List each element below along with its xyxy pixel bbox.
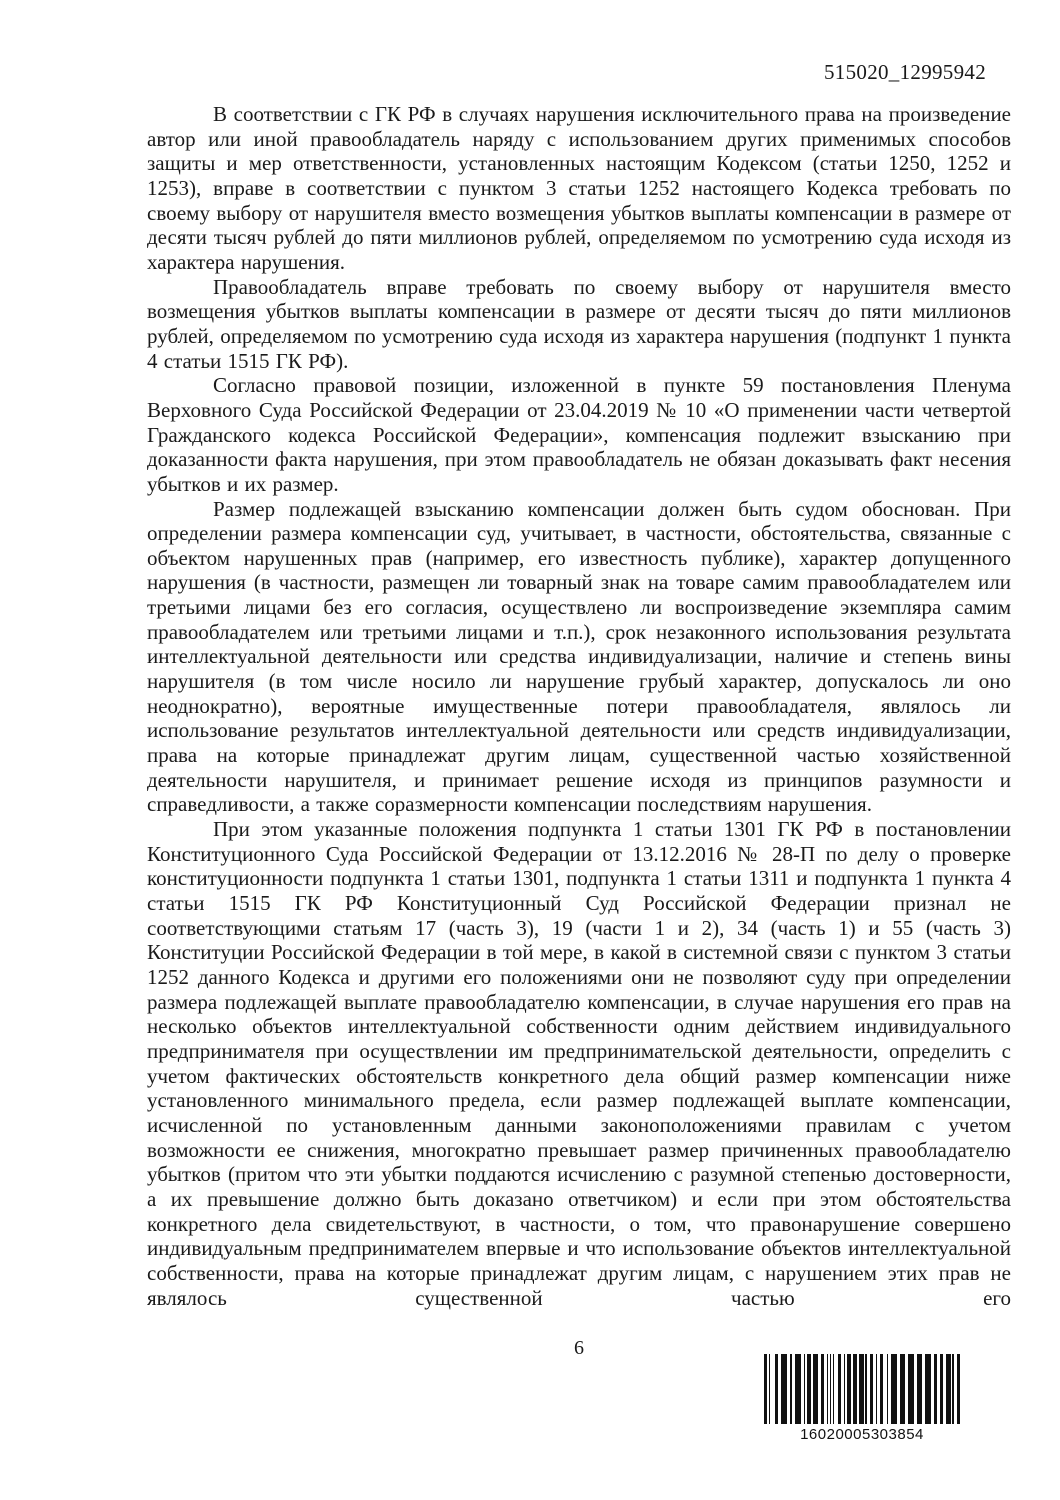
paragraph-gk-rf-compensation: В соответствии с ГК РФ в случаях нарушения исключительного права на произведение автор или иной правообладатель наряду с использованием других применимых способов защиты и мер ответственности, установленных настоящим Кодексом (статьи 1250, 1252 и 1253), вправе в соответствии с пунктом 3 статьи 1252 настоящего Кодекса требовать по своему выбору от нарушителя вместо возмещения убытков выплаты компенсации в размере от десяти тысяч рублей до пяти миллионов рублей, определяемом по усмотрению суда исходя из характера нарушения. (147, 102, 1011, 274)
paragraph-compensation-size: Размер подлежащей взысканию компенсации должен быть судом обоснован. При определении размера компенсации суд, учитывает, в частности, обстоятельства, связанные с объектом нарушенных прав (например, его известность публике), характер допущенного нарушения (в частности, размещен ли товарный знак на товаре самим правообладателем или третьими лицами без его согласия, осуществлено ли воспроизведение экземпляра самим правообладателем или третьими лицами и т.п.), срок незаконного использования результата интеллектуальной деятельности или средства индивидуализации, наличие и степень вины нарушителя (в том числе носило ли нарушение грубый характер, допускалось ли оно неоднократно), вероятные имущественные потери правообладателя, являлось ли использование результатов интеллектуальной деятельности или средств индивидуализации, права на которые принадлежат другим лицам, существенной частью хозяйственной деятельности нарушителя, и принимает решение исходя из принципов разумности и справедливости, а также соразмерности компенсации последствиям нарушения. (147, 496, 1011, 817)
document-reference-number: 515020_12995942 (824, 60, 986, 84)
paragraph-rightsholder-claim: Правообладатель вправе требовать по своему выбору от нарушителя вместо возмещения убытков выплаты компенсации в размере от десяти тысяч до пяти миллионов рублей, определяемом по усмотрению суда исходя из характера нарушения (подпункт 1 пункта 4 статьи 1515 ГК РФ). (147, 274, 1011, 373)
paragraph-plenum-position: Согласно правовой позиции, изложенной в пункте 59 постановления Пленума Верховного Суда Российской Федерации от 23.04.2019 № 10 «О применении части четвертой Гражданского кодекса Российской Федерации», компенсация подлежит взысканию при доказанности факта нарушения, при этом правообладатель не обязан доказывать факт несения убытков и их размер. (147, 373, 1011, 496)
paragraph-constitutional-court: При этом указанные положения подпункта 1 статьи 1301 ГК РФ в постановлении Конституционного Суда Российской Федерации от 13.12.2016 № 28-П по делу о проверке конституционности подпункта 1 статьи 1301, подпункта 1 статьи 1311 и подпункта 1 пункта 4 статьи 1515 ГК РФ Конституционный Суд Российской Федерации признал не соответствующими статьям 17 (часть 3), 19 (части 1 и 2), 34 (часть 1) и 55 (часть 3) Конституции Российской Федерации в той мере, в какой в системной связи с пунктом 3 статьи 1252 данного Кодекса и другими его положениями они не позволяют суду при определении размера подлежащей выплате правообладателю компенсации, в случае нарушения его прав на несколько объектов интеллектуальной собственности одним действием индивидуального предпринимателя при осуществлении им предпринимательской деятельности, определить с учетом фактических обстоятельств конкретного дела общий размер компенсации ниже установленного минимального предела, если размер подлежащей выплате компенсации, исчисленной по установленным данными законоположениями правилам с учетом возможности ее снижения, многократно превышает размер причиненных правообладателю убытков (притом что эти убытки поддаются исчислению с разумной степенью достоверности, а их превышение должно быть доказано ответчиком) и если при этом обстоятельства конкретного дела свидетельствуют, в частности, о том, что правонарушение совершено индивидуальным предпринимателем впервые и что использование объектов интеллектуальной собственности, права на которые принадлежат другим лицам, с нарушением этих прав не являлось существенной частью его (147, 817, 1011, 1310)
page-number: 6 (574, 1337, 584, 1359)
barcode (764, 1354, 960, 1443)
document-body (147, 102, 1011, 1310)
barcode-bars-image (764, 1354, 960, 1424)
barcode-number: 16020005303854 (800, 1426, 924, 1443)
